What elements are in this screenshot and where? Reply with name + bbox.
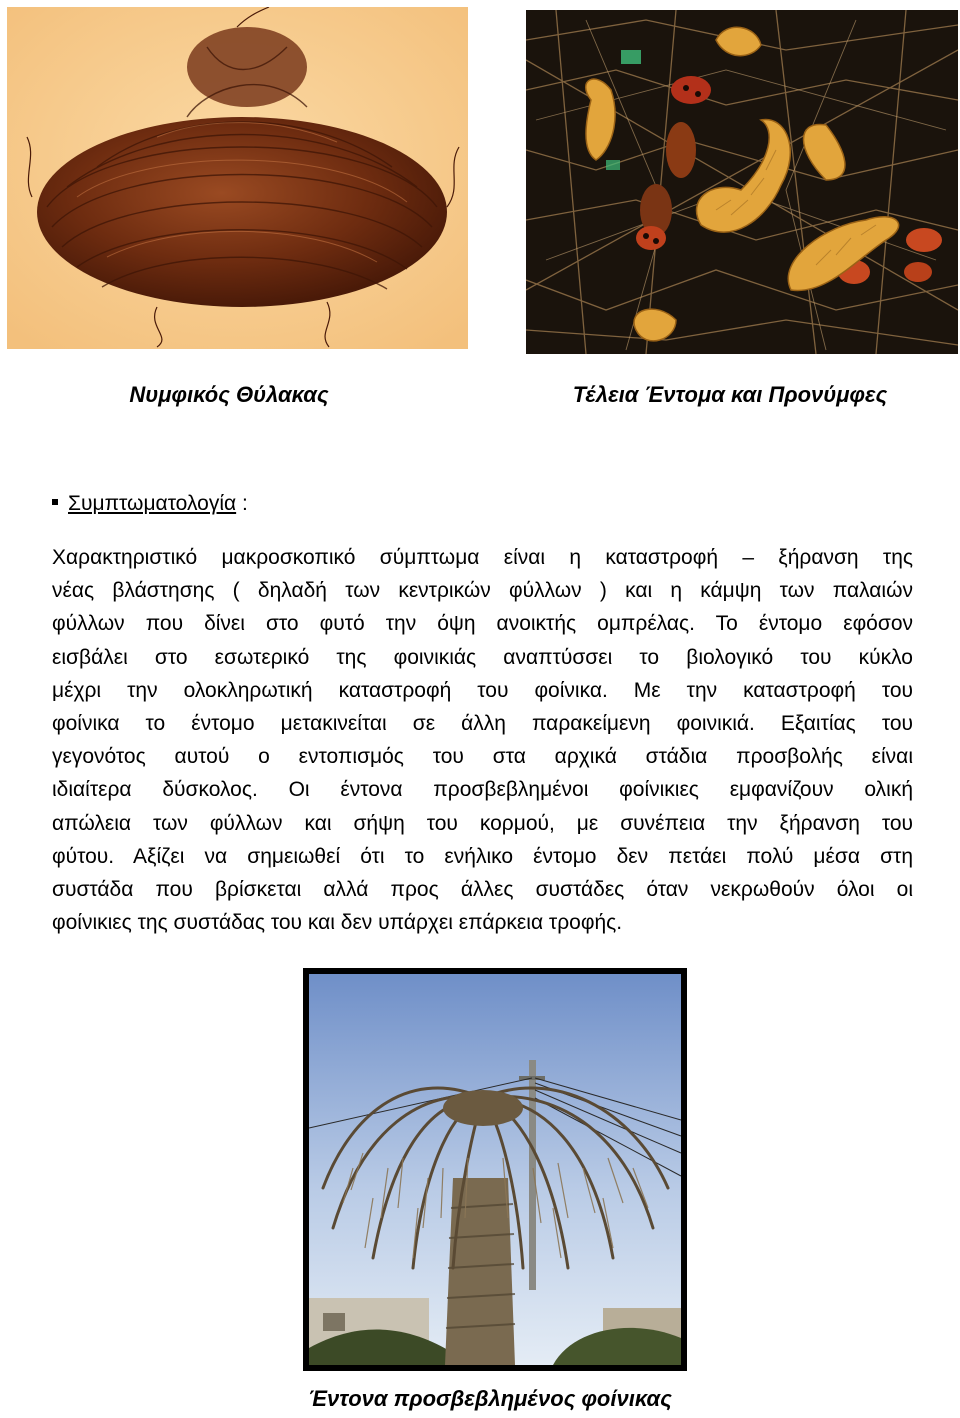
paragraph-line: νέας βλάστησης ( δηλαδή των κεντρικών φύλλων ) και η κάμψη των παλαιών <box>52 579 913 603</box>
paragraph-line: συστάδα που βρίσκεται αλλά προς άλλες συστάδες όταν νεκρωθούν όλοι οι <box>52 877 913 901</box>
section-heading <box>52 490 248 518</box>
paragraph-line: Χαρακτηριστικό μακροσκοπικό σύμπτωμα είναι η καταστροφή – ξήρανση της <box>52 546 913 569</box>
paragraph-line: φοίνικα το έντομο μετακινείται σε άλλη παρακείμενη φοινικιά. Εξαιτίας του <box>52 711 913 735</box>
paragraph-line: γεγονότος αυτού ο εντοπισμός του στα αρχικά στάδια προσβολής είναι <box>52 745 913 769</box>
section-title-suffix: : <box>236 492 248 515</box>
cocoon-caption: Νυμφικός Θύλακας <box>129 382 329 407</box>
paragraph-line: απώλεια των φύλλων και σήψη του κορμού, με συνέπεια την ξήρανση του <box>52 811 913 835</box>
paragraph-line: εισβάλει στο εσωτερικό της φοινικιάς αναπτύσσει το βιολογικό του κύκλο <box>52 645 913 669</box>
paragraph-line: φύτου. Αξίζει να σημειωθεί ότι το ενήλικο έντομο δεν πετάει πολύ μέσα στη <box>52 844 913 868</box>
section-title: Συμπτωματολογία <box>68 492 237 515</box>
paragraph-line: ιδιαίτερα δύσκολος. Οι έντονα προσβεβλημένοι φοίνικιες εμφανίζουν ολική <box>52 778 913 802</box>
palm-illustration <box>303 968 687 1371</box>
symptoms-paragraph <box>52 541 913 939</box>
cocoon-illustration <box>7 7 468 349</box>
palm-caption: Έντονα προσβεβλημένος φοίνικας <box>308 1386 672 1411</box>
cocoon-photo <box>7 7 468 349</box>
infested-palm-photo <box>303 968 687 1371</box>
paragraph-line: φοίνικιες της συστάδας του και δεν υπάρχει επάρκεια τροφής. <box>52 911 623 935</box>
bullet-icon <box>52 499 58 505</box>
insects-larvae-photo <box>526 10 958 354</box>
paragraph-line: φύλλων που δίνει στο φυτό την όψη ανοικτής ομπρέλας. Το έντομο εφόσον <box>52 612 913 636</box>
paragraph-line: μέχρι την ολοκληρωτική καταστροφή του φοίνικα. Με την καταστροφή του <box>52 678 913 702</box>
insects-illustration <box>526 10 958 354</box>
insects-caption: Τέλεια Έντομα και Προνύμφες <box>572 382 888 407</box>
